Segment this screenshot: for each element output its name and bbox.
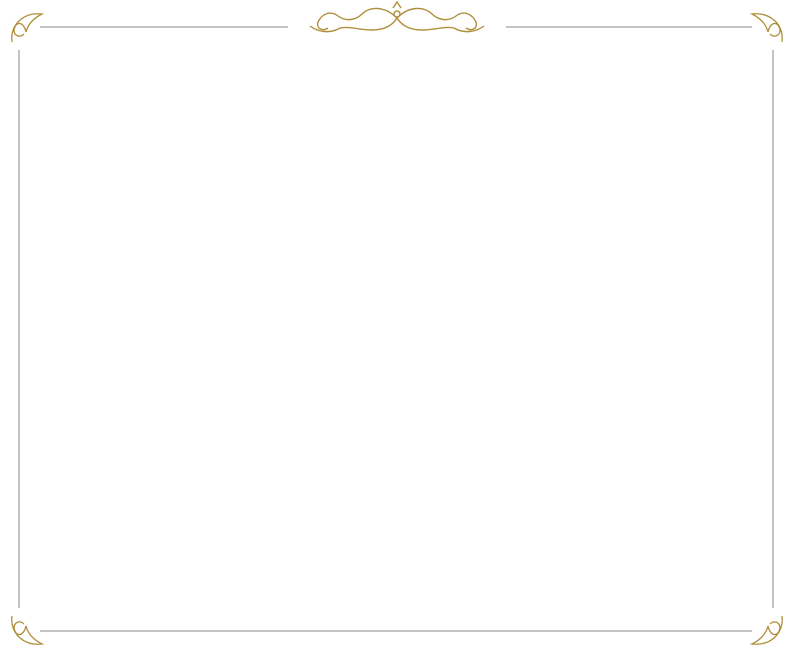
corner-ornament-icon <box>12 14 782 644</box>
top-center-ornament-icon <box>310 2 484 32</box>
